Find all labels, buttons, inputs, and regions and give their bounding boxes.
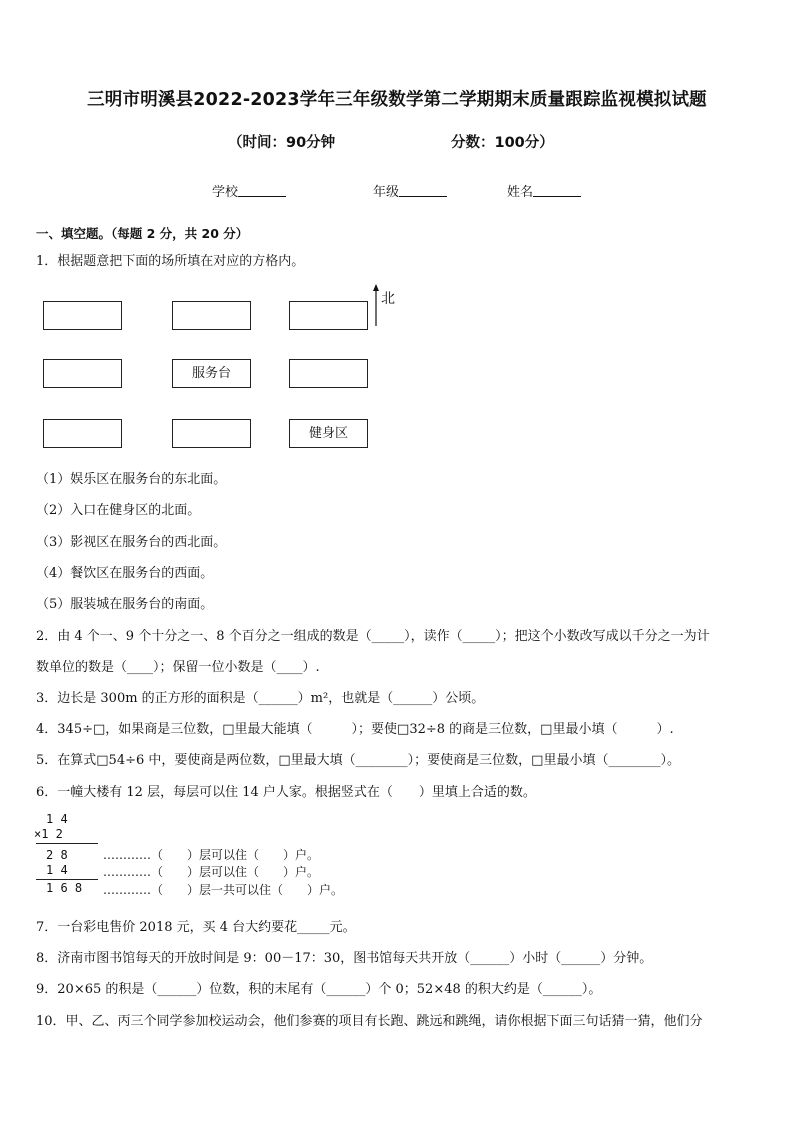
map-box-r1c2[interactable] [172,301,251,330]
calc-desc-2: …………（ ）层可以住（ ）户。 [103,865,320,879]
calc-row-1: 1 4 [34,812,68,826]
school-blank[interactable] [238,184,286,197]
name-blank[interactable] [533,184,581,197]
question-2-line-2: 数单位的数是（____）；保留一位小数是（____）. [36,660,320,675]
question-4: 4．345÷□，如果商是三位数，□里最大能填（ ）；要使□32÷8 的商是三位数，□里最小填（ ）. [36,722,674,737]
calc-row-3: 2 8 [34,848,68,862]
time-label: （时间：90分钟 [228,135,336,151]
question-6: 6．一幢大楼有 12 层，每层可以住 14 户人家。根据竖式在（ ）里填上合适的数。 [36,785,536,800]
grade-label: 年级 [373,185,400,200]
calc-desc-1: …………（ ）层可以住（ ）户。 [103,848,320,862]
clue-5: （5）服装城在服务台的南面。 [36,597,214,612]
map-box-gym: 健身区 [289,419,368,448]
school-field [212,181,286,200]
clue-1: （1）娱乐区在服务台的东北面。 [36,472,227,487]
question-1: 1．根据题意把下面的场所填在对应的方格内。 [36,254,305,269]
question-3: 3．边长是 300m 的正方形的面积是（______）m²，也就是（______）公顷。 [36,691,485,706]
section-heading: 一、填空题。（每题 2 分，共 20 分） [36,226,249,241]
calc-row-5: 1 6 8 [46,881,83,895]
map-box-r1c1[interactable] [43,301,122,330]
map-box-service: 服务台 [172,359,251,388]
grade-blank[interactable] [399,184,447,197]
calc-desc-3: …………（ ）层一共可以住（ ）户。 [103,883,344,897]
map-box-r3c1[interactable] [43,419,122,448]
map-box-r2c1[interactable] [43,359,122,388]
calc-divider-1 [36,843,98,844]
question-8: 8．济南市图书馆每天的开放时间是 9：00－17：30，图书馆每天共开放（______）小时（______）分钟。 [36,951,653,966]
page-title: 三明市明溪县2022-2023学年三年级数学第二学期期末质量跟踪监视模拟试题 [87,90,707,110]
map-box-r3c2[interactable] [172,419,251,448]
question-9: 9．20×65 的积是（______）位数，积的末尾有（______）个 0；52×48 的积大约是（______）。 [36,982,602,997]
school-label: 学校 [212,185,239,200]
name-label: 姓名 [507,185,534,200]
grade-field [373,181,447,200]
question-7: 7．一台彩电售价 2018 元，买 4 台大约要花_____元。 [36,920,356,935]
score-label: 分数：100分） [451,135,554,151]
calc-divider-2 [36,879,98,880]
question-2-line-1: 2．由 4 个一、9 个十分之一、8 个百分之一组成的数是（_____），读作（_____）；把这个小数改写成以千分之一为计 [36,629,710,644]
clue-4: （4）餐饮区在服务台的西面。 [36,566,214,581]
clue-2: （2）入口在健身区的北面。 [36,503,201,518]
map-box-r1c3[interactable] [289,301,368,330]
map-box-r2c3[interactable] [289,359,368,388]
question-5: 5．在算式□54÷6 中，要使商是两位数，□里最大填（________）；要使商是三位数，□里最小填（________）。 [36,753,680,768]
question-10: 10．甲、乙、丙三个同学参加校运动会，他们参赛的项目有长跑、跳远和跳绳，请你根据下面三句话猜一猜，他们分 [36,1014,703,1029]
calc-row-2: ×1 2 [34,827,63,841]
calc-row-4: 1 4 [46,863,68,877]
north-label: 北 [381,291,395,307]
clue-3: （3）影视区在服务台的西北面。 [36,535,227,550]
name-field [507,181,581,200]
